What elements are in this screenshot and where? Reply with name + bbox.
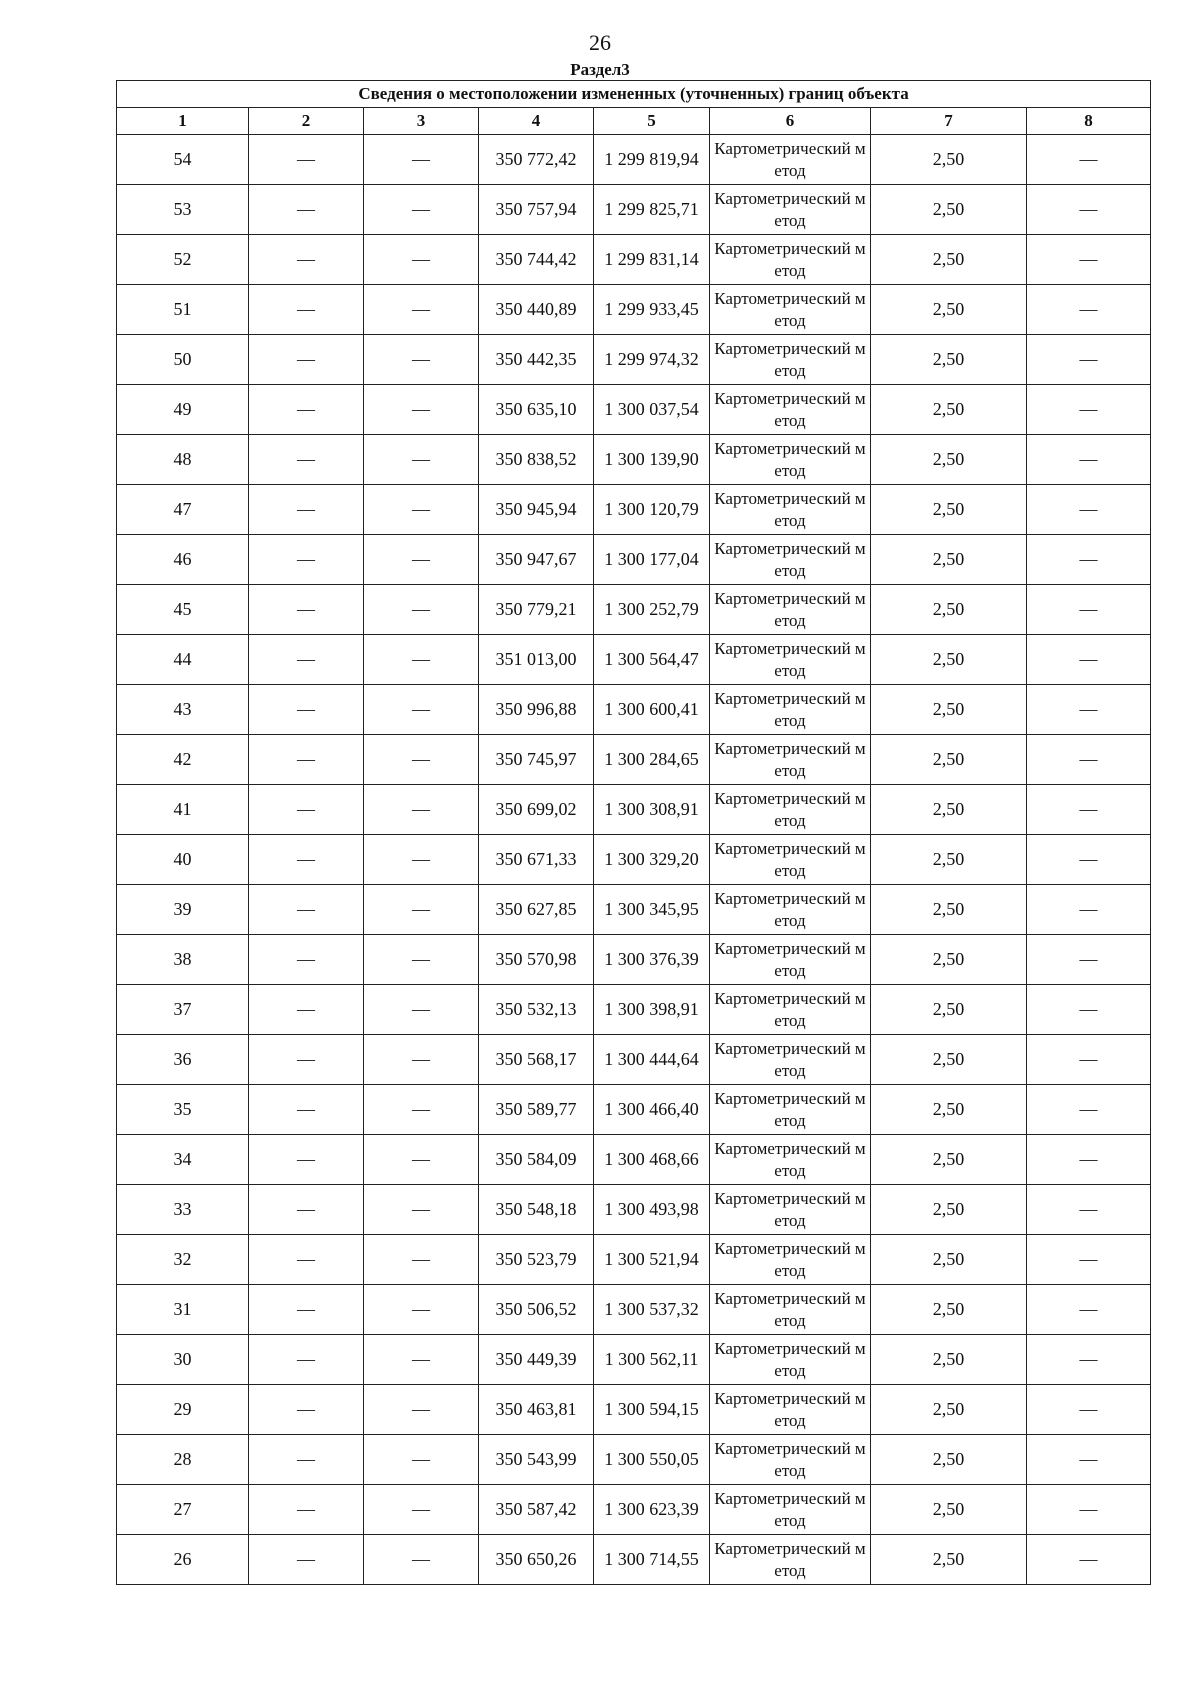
point-number-cell: 35 [117, 1085, 249, 1135]
table-row [117, 535, 1151, 585]
col3-cell: — [364, 785, 479, 835]
y-coordinate-cell: 1 300 444,64 [594, 1035, 710, 1085]
method-cell: Картометрический метод [710, 685, 871, 735]
point-number-cell: 28 [117, 1435, 249, 1485]
col8-cell: — [1027, 1435, 1151, 1485]
column-header: 7 [871, 108, 1027, 135]
accuracy-cell: 2,50 [871, 135, 1027, 185]
table-row [117, 1235, 1151, 1285]
point-number-cell: 47 [117, 485, 249, 535]
col2-cell: — [249, 1285, 364, 1335]
x-coordinate-cell: 350 568,17 [479, 1035, 594, 1085]
point-number-cell: 53 [117, 185, 249, 235]
point-number-cell: 26 [117, 1535, 249, 1585]
accuracy-cell: 2,50 [871, 385, 1027, 435]
col3-cell: — [364, 235, 479, 285]
col3-cell: — [364, 635, 479, 685]
accuracy-cell: 2,50 [871, 1485, 1027, 1535]
col3-cell: — [364, 1285, 479, 1335]
method-cell: Картометрический метод [710, 1185, 871, 1235]
x-coordinate-cell: 350 449,39 [479, 1335, 594, 1385]
col3-cell: — [364, 885, 479, 935]
accuracy-cell: 2,50 [871, 585, 1027, 635]
x-coordinate-cell: 350 757,94 [479, 185, 594, 235]
table-row [117, 985, 1151, 1035]
table-row [117, 685, 1151, 735]
column-header: 5 [594, 108, 710, 135]
point-number-cell: 32 [117, 1235, 249, 1285]
point-number-cell: 33 [117, 1185, 249, 1235]
col2-cell: — [249, 1035, 364, 1085]
col2-cell: — [249, 135, 364, 185]
col2-cell: — [249, 1135, 364, 1185]
table-row [117, 1435, 1151, 1485]
table-row [117, 635, 1151, 685]
y-coordinate-cell: 1 300 398,91 [594, 985, 710, 1035]
table-body [117, 135, 1151, 1585]
col2-cell: — [249, 1385, 364, 1435]
col3-cell: — [364, 1135, 479, 1185]
accuracy-cell: 2,50 [871, 635, 1027, 685]
col8-cell: — [1027, 1285, 1151, 1335]
col2-cell: — [249, 935, 364, 985]
col8-cell: — [1027, 935, 1151, 985]
method-cell: Картометрический метод [710, 1235, 871, 1285]
table-row [117, 1185, 1151, 1235]
accuracy-cell: 2,50 [871, 1335, 1027, 1385]
method-cell: Картометрический метод [710, 1485, 871, 1535]
x-coordinate-cell: 350 584,09 [479, 1135, 594, 1185]
col8-cell: — [1027, 1085, 1151, 1135]
x-coordinate-cell: 350 506,52 [479, 1285, 594, 1335]
col8-cell: — [1027, 635, 1151, 685]
point-number-cell: 52 [117, 235, 249, 285]
y-coordinate-cell: 1 300 177,04 [594, 535, 710, 585]
col2-cell: — [249, 1535, 364, 1585]
col2-cell: — [249, 535, 364, 585]
col8-cell: — [1027, 1235, 1151, 1285]
x-coordinate-cell: 350 745,97 [479, 735, 594, 785]
col2-cell: — [249, 435, 364, 485]
accuracy-cell: 2,50 [871, 235, 1027, 285]
accuracy-cell: 2,50 [871, 1385, 1027, 1435]
x-coordinate-cell: 350 947,67 [479, 535, 594, 585]
table-row [117, 335, 1151, 385]
col3-cell: — [364, 135, 479, 185]
column-header: 3 [364, 108, 479, 135]
column-header: 6 [710, 108, 871, 135]
accuracy-cell: 2,50 [871, 335, 1027, 385]
x-coordinate-cell: 350 587,42 [479, 1485, 594, 1535]
x-coordinate-cell: 350 772,42 [479, 135, 594, 185]
col8-cell: — [1027, 435, 1151, 485]
col8-cell: — [1027, 835, 1151, 885]
method-cell: Картометрический метод [710, 635, 871, 685]
accuracy-cell: 2,50 [871, 1135, 1027, 1185]
col8-cell: — [1027, 685, 1151, 735]
point-number-cell: 37 [117, 985, 249, 1035]
x-coordinate-cell: 350 570,98 [479, 935, 594, 985]
point-number-cell: 38 [117, 935, 249, 985]
column-header: 2 [249, 108, 364, 135]
x-coordinate-cell: 350 945,94 [479, 485, 594, 535]
accuracy-cell: 2,50 [871, 1185, 1027, 1235]
y-coordinate-cell: 1 300 376,39 [594, 935, 710, 985]
column-header: 4 [479, 108, 594, 135]
col3-cell: — [364, 185, 479, 235]
point-number-cell: 29 [117, 1385, 249, 1435]
accuracy-cell: 2,50 [871, 1285, 1027, 1335]
col3-cell: — [364, 1435, 479, 1485]
point-number-cell: 27 [117, 1485, 249, 1535]
method-cell: Картометрический метод [710, 735, 871, 785]
point-number-cell: 43 [117, 685, 249, 735]
y-coordinate-cell: 1 300 562,11 [594, 1335, 710, 1385]
point-number-cell: 50 [117, 335, 249, 385]
y-coordinate-cell: 1 300 521,94 [594, 1235, 710, 1285]
y-coordinate-cell: 1 299 825,71 [594, 185, 710, 235]
col8-cell: — [1027, 1335, 1151, 1385]
y-coordinate-cell: 1 300 284,65 [594, 735, 710, 785]
table-row [117, 385, 1151, 435]
col2-cell: — [249, 1085, 364, 1135]
table-row [117, 235, 1151, 285]
y-coordinate-cell: 1 299 831,14 [594, 235, 710, 285]
col3-cell: — [364, 735, 479, 785]
x-coordinate-cell: 350 523,79 [479, 1235, 594, 1285]
accuracy-cell: 2,50 [871, 885, 1027, 935]
y-coordinate-cell: 1 300 252,79 [594, 585, 710, 635]
method-cell: Картометрический метод [710, 835, 871, 885]
x-coordinate-cell: 350 589,77 [479, 1085, 594, 1135]
col3-cell: — [364, 1385, 479, 1435]
point-number-cell: 36 [117, 1035, 249, 1085]
col8-cell: — [1027, 535, 1151, 585]
table-row [117, 1335, 1151, 1385]
col8-cell: — [1027, 285, 1151, 335]
point-number-cell: 54 [117, 135, 249, 185]
col2-cell: — [249, 885, 364, 935]
y-coordinate-cell: 1 299 974,32 [594, 335, 710, 385]
col2-cell: — [249, 335, 364, 385]
table-row [117, 185, 1151, 235]
col2-cell: — [249, 685, 364, 735]
accuracy-cell: 2,50 [871, 785, 1027, 835]
col3-cell: — [364, 435, 479, 485]
accuracy-cell: 2,50 [871, 935, 1027, 985]
col3-cell: — [364, 1035, 479, 1085]
y-coordinate-cell: 1 300 714,55 [594, 1535, 710, 1585]
col3-cell: — [364, 1185, 479, 1235]
col2-cell: — [249, 1185, 364, 1235]
col2-cell: — [249, 1335, 364, 1385]
x-coordinate-cell: 351 013,00 [479, 635, 594, 685]
method-cell: Картометрический метод [710, 485, 871, 535]
col3-cell: — [364, 385, 479, 435]
y-coordinate-cell: 1 300 594,15 [594, 1385, 710, 1435]
x-coordinate-cell: 350 699,02 [479, 785, 594, 835]
col8-cell: — [1027, 1535, 1151, 1585]
col2-cell: — [249, 485, 364, 535]
table-row [117, 135, 1151, 185]
method-cell: Картометрический метод [710, 185, 871, 235]
x-coordinate-cell: 350 440,89 [479, 285, 594, 335]
point-number-cell: 48 [117, 435, 249, 485]
table-row [117, 1535, 1151, 1585]
accuracy-cell: 2,50 [871, 1085, 1027, 1135]
y-coordinate-cell: 1 300 600,41 [594, 685, 710, 735]
col8-cell: — [1027, 785, 1151, 835]
accuracy-cell: 2,50 [871, 1035, 1027, 1085]
col3-cell: — [364, 1535, 479, 1585]
table-row [117, 1485, 1151, 1535]
y-coordinate-cell: 1 300 139,90 [594, 435, 710, 485]
col3-cell: — [364, 985, 479, 1035]
x-coordinate-cell: 350 548,18 [479, 1185, 594, 1235]
y-coordinate-cell: 1 300 329,20 [594, 835, 710, 885]
method-cell: Картометрический метод [710, 1135, 871, 1185]
method-cell: Картометрический метод [710, 1535, 871, 1585]
x-coordinate-cell: 350 744,42 [479, 235, 594, 285]
y-coordinate-cell: 1 299 819,94 [594, 135, 710, 185]
x-coordinate-cell: 350 627,85 [479, 885, 594, 935]
y-coordinate-cell: 1 300 308,91 [594, 785, 710, 835]
point-number-cell: 34 [117, 1135, 249, 1185]
col3-cell: — [364, 835, 479, 885]
y-coordinate-cell: 1 300 120,79 [594, 485, 710, 535]
table-row [117, 1285, 1151, 1335]
method-cell: Картометрический метод [710, 435, 871, 485]
method-cell: Картометрический метод [710, 535, 871, 585]
col8-cell: — [1027, 585, 1151, 635]
table-row [117, 585, 1151, 635]
col2-cell: — [249, 835, 364, 885]
col2-cell: — [249, 285, 364, 335]
accuracy-cell: 2,50 [871, 735, 1027, 785]
point-number-cell: 39 [117, 885, 249, 935]
col8-cell: — [1027, 485, 1151, 535]
x-coordinate-cell: 350 650,26 [479, 1535, 594, 1585]
point-number-cell: 51 [117, 285, 249, 335]
method-cell: Картометрический метод [710, 1285, 871, 1335]
col8-cell: — [1027, 1485, 1151, 1535]
y-coordinate-cell: 1 300 466,40 [594, 1085, 710, 1135]
accuracy-cell: 2,50 [871, 1435, 1027, 1485]
table-row [117, 435, 1151, 485]
x-coordinate-cell: 350 442,35 [479, 335, 594, 385]
col8-cell: — [1027, 1185, 1151, 1235]
point-number-cell: 45 [117, 585, 249, 635]
col2-cell: — [249, 1485, 364, 1535]
table-row [117, 835, 1151, 885]
col8-cell: — [1027, 385, 1151, 435]
col3-cell: — [364, 1485, 479, 1535]
page-number: 26 [589, 30, 611, 55]
point-number-cell: 31 [117, 1285, 249, 1335]
point-number-cell: 49 [117, 385, 249, 435]
table-row [117, 735, 1151, 785]
point-number-cell: 42 [117, 735, 249, 785]
method-cell: Картометрический метод [710, 385, 871, 435]
col2-cell: — [249, 735, 364, 785]
method-cell: Картометрический метод [710, 335, 871, 385]
table-row [117, 1085, 1151, 1135]
x-coordinate-cell: 350 779,21 [479, 585, 594, 635]
col2-cell: — [249, 1235, 364, 1285]
table-row [117, 1385, 1151, 1435]
method-cell: Картометрический метод [710, 935, 871, 985]
col3-cell: — [364, 585, 479, 635]
col8-cell: — [1027, 885, 1151, 935]
col3-cell: — [364, 1235, 479, 1285]
accuracy-cell: 2,50 [871, 185, 1027, 235]
method-cell: Картометрический метод [710, 285, 871, 335]
y-coordinate-cell: 1 300 345,95 [594, 885, 710, 935]
col8-cell: — [1027, 985, 1151, 1035]
y-coordinate-cell: 1 300 564,47 [594, 635, 710, 685]
y-coordinate-cell: 1 300 037,54 [594, 385, 710, 435]
point-number-cell: 30 [117, 1335, 249, 1385]
x-coordinate-cell: 350 463,81 [479, 1385, 594, 1435]
y-coordinate-cell: 1 300 537,32 [594, 1285, 710, 1335]
accuracy-cell: 2,50 [871, 985, 1027, 1035]
method-cell: Картометрический метод [710, 785, 871, 835]
x-coordinate-cell: 350 635,10 [479, 385, 594, 435]
accuracy-cell: 2,50 [871, 535, 1027, 585]
x-coordinate-cell: 350 996,88 [479, 685, 594, 735]
table-row [117, 1135, 1151, 1185]
point-number-cell: 40 [117, 835, 249, 885]
table-row [117, 285, 1151, 335]
col3-cell: — [364, 335, 479, 385]
col3-cell: — [364, 685, 479, 735]
accuracy-cell: 2,50 [871, 435, 1027, 485]
method-cell: Картометрический метод [710, 985, 871, 1035]
method-cell: Картометрический метод [710, 1335, 871, 1385]
method-cell: Картометрический метод [710, 1085, 871, 1135]
col3-cell: — [364, 285, 479, 335]
col2-cell: — [249, 585, 364, 635]
col8-cell: — [1027, 235, 1151, 285]
method-cell: Картометрический метод [710, 1035, 871, 1085]
col2-cell: — [249, 785, 364, 835]
col8-cell: — [1027, 1135, 1151, 1185]
accuracy-cell: 2,50 [871, 1235, 1027, 1285]
table-row [117, 785, 1151, 835]
y-coordinate-cell: 1 300 468,66 [594, 1135, 710, 1185]
table-row [117, 485, 1151, 535]
y-coordinate-cell: 1 300 493,98 [594, 1185, 710, 1235]
col2-cell: — [249, 1435, 364, 1485]
point-number-cell: 46 [117, 535, 249, 585]
column-header: 1 [117, 108, 249, 135]
method-cell: Картометрический метод [710, 1435, 871, 1485]
method-cell: Картометрический метод [710, 1385, 871, 1435]
accuracy-cell: 2,50 [871, 1535, 1027, 1585]
y-coordinate-cell: 1 299 933,45 [594, 285, 710, 335]
method-cell: Картометрический метод [710, 585, 871, 635]
col2-cell: — [249, 635, 364, 685]
col8-cell: — [1027, 335, 1151, 385]
method-cell: Картометрический метод [710, 235, 871, 285]
col3-cell: — [364, 485, 479, 535]
col2-cell: — [249, 985, 364, 1035]
accuracy-cell: 2,50 [871, 835, 1027, 885]
accuracy-cell: 2,50 [871, 685, 1027, 735]
col3-cell: — [364, 935, 479, 985]
x-coordinate-cell: 350 532,13 [479, 985, 594, 1035]
y-coordinate-cell: 1 300 623,39 [594, 1485, 710, 1535]
x-coordinate-cell: 350 671,33 [479, 835, 594, 885]
table-row [117, 1035, 1151, 1085]
point-number-cell: 41 [117, 785, 249, 835]
accuracy-cell: 2,50 [871, 485, 1027, 535]
col3-cell: — [364, 535, 479, 585]
table-row [117, 935, 1151, 985]
col2-cell: — [249, 235, 364, 285]
column-header: 8 [1027, 108, 1151, 135]
accuracy-cell: 2,50 [871, 285, 1027, 335]
method-cell: Картометрический метод [710, 135, 871, 185]
boundary-coordinates-table [116, 80, 1151, 1585]
col8-cell: — [1027, 185, 1151, 235]
col3-cell: — [364, 1085, 479, 1135]
point-number-cell: 44 [117, 635, 249, 685]
col8-cell: — [1027, 735, 1151, 785]
table-caption: Сведения о местоположении измененных (уточненных) границ объекта [117, 81, 1151, 108]
col8-cell: — [1027, 135, 1151, 185]
table-row [117, 885, 1151, 935]
col3-cell: — [364, 1335, 479, 1385]
col2-cell: — [249, 385, 364, 435]
col2-cell: — [249, 185, 364, 235]
method-cell: Картометрический метод [710, 885, 871, 935]
x-coordinate-cell: 350 543,99 [479, 1435, 594, 1485]
col8-cell: — [1027, 1385, 1151, 1435]
x-coordinate-cell: 350 838,52 [479, 435, 594, 485]
y-coordinate-cell: 1 300 550,05 [594, 1435, 710, 1485]
section-title: Раздел3 [570, 60, 630, 79]
col8-cell: — [1027, 1035, 1151, 1085]
